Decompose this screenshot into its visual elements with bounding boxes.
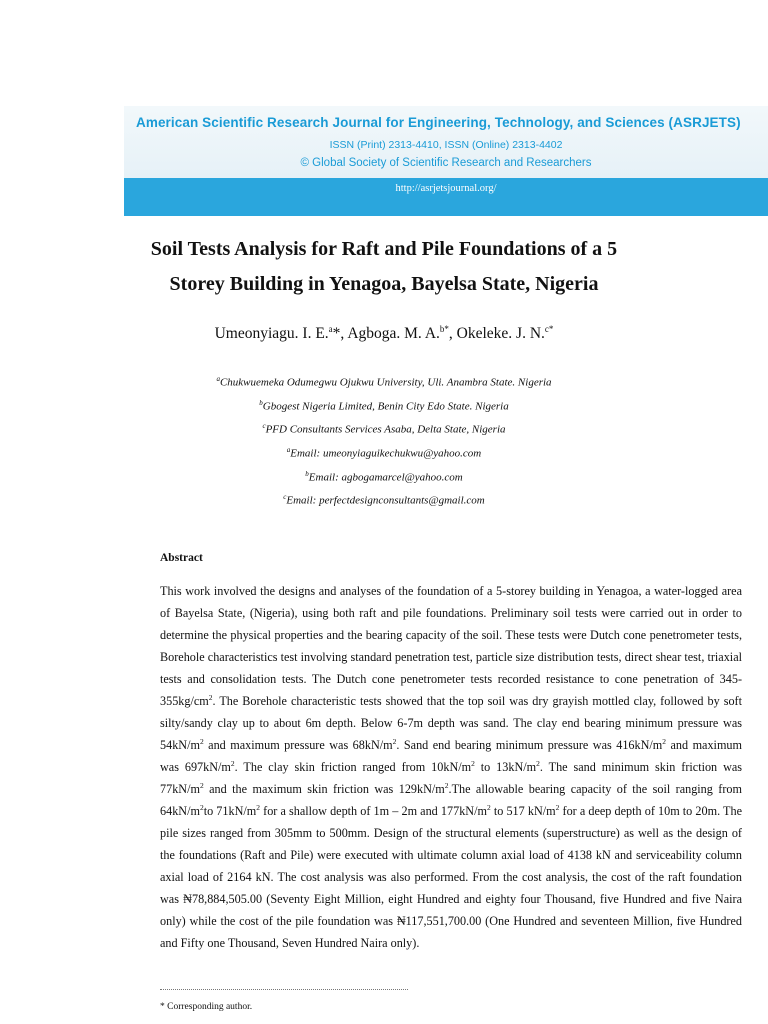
email-sup: a xyxy=(286,445,291,454)
abstract-text-run: to 13kN/m xyxy=(474,760,537,774)
author-2-sup: b* xyxy=(439,324,449,334)
abstract-superscript: 2 xyxy=(392,736,397,746)
abstract-text-run: for a deep depth of 10m to 20m. The pile sizes ranged from 305mm to 500mm. Design of the structural elements (superstructure) as well as the design of the foundations (Raft and Pile) were executed with ultimate column axial load of 4138 kN and serviceability column axial load of 2164 kN. The cost analysis was also performed. From the cost analysis, the cost of the raft foundation was ₦78,884,505.00 (Seventy Eight Million, eight Hundred and eighty four Thousand, five Hundred and five Naira only) while the cost of the pile foundation was ₦117,551,700.00 (One Hundred and seventeen Million, five Hundred and Fifty one Thousand, Seven Hundred Naira only). xyxy=(160,804,742,950)
affiliation-line xyxy=(120,369,648,393)
email-line xyxy=(120,440,648,464)
abstract-text-run: and maximum pressure was 68kN/m xyxy=(203,738,393,752)
email-address[interactable]: Email: perfectdesignconsultants@gmail.com xyxy=(286,494,485,507)
email-line xyxy=(120,464,648,488)
author-1-sup: a xyxy=(328,324,333,334)
abstract-text-run: . The Borehole characteristic tests showed that the top soil was dry grayish mottled clay, followed by soft silty/sandy clay up to about 6m depth. Below 6-7m depth was sand. The clay end bearing minimum pressure was 54kN/m xyxy=(160,694,742,752)
paper-title-line-1: Soil Tests Analysis for Raft and Pile Foundations of a 5 xyxy=(150,238,618,260)
email-line xyxy=(120,487,648,511)
abstract-superscript: 2 xyxy=(471,758,475,768)
author-3-sup: c* xyxy=(544,324,554,334)
affiliation-sup: c xyxy=(262,422,266,431)
affiliation-line xyxy=(120,393,648,417)
abstract-text-run: . Sand end bearing minimum pressure was 416kN/m xyxy=(396,738,663,752)
journal-banner xyxy=(124,106,768,216)
abstract-body xyxy=(160,580,742,954)
author-3-name: Okeleke. J. N. xyxy=(456,325,545,343)
affiliation-sup: a xyxy=(216,375,220,383)
abstract-superscript: 2 xyxy=(444,780,449,790)
affiliation-line xyxy=(120,416,648,440)
email-address[interactable]: Email: umeonyiaguikechukwu@yahoo.com xyxy=(290,447,482,460)
abstract-text-run: to 71kN/m xyxy=(203,804,257,818)
author-1-name: Umeonyiagu. I. E. xyxy=(214,325,329,343)
affiliation-text: PFD Consultants Services Asaba, Delta State, Nigeria xyxy=(265,423,506,436)
paper-title-line-2: Storey Building in Yenagoa, Bayelsa State, Nigeria xyxy=(169,273,599,295)
journal-url[interactable]: http://asrjetsjournal.org/ xyxy=(395,183,497,194)
author-1-suffix: *, xyxy=(332,325,348,343)
email-sup: b xyxy=(305,469,309,478)
abstract-text-run: .The allowable bearing capacity of the soil ranging from 64kN/m xyxy=(160,782,742,818)
abstract-text-run: . The sand minimum skin friction was 77kN/m xyxy=(160,760,743,796)
abstract-text-run: and maximum was 697kN/m xyxy=(160,738,743,774)
footnote-divider xyxy=(160,989,408,990)
abstract-superscript: 2 xyxy=(199,780,204,790)
abstract-superscript: 2 xyxy=(486,802,491,812)
abstract-text-run: for a shallow depth of 1m – 2m and 177kN/m xyxy=(260,804,487,818)
email-address[interactable]: Email: agbogamarcel@yahoo.com xyxy=(308,471,463,484)
abstract-superscript: 2 xyxy=(555,802,560,812)
abstract-superscript: 2 xyxy=(256,802,261,812)
journal-issn: ISSN (Print) 2313-4410, ISSN (Online) 2313-4402 xyxy=(329,139,563,151)
author-2-name: Agboga. M. A. xyxy=(347,325,440,343)
affiliation-text: Chukwuemeka Odumegwu Ojukwu University, Uli. Anambra State. Nigeria xyxy=(219,376,552,389)
abstract-superscript: 2 xyxy=(199,736,204,746)
abstract-superscript: 2 xyxy=(536,758,540,768)
abstract-superscript: 2 xyxy=(662,736,667,746)
affiliation-list xyxy=(120,369,648,511)
abstract-superscript: 2 xyxy=(230,758,235,768)
abstract-text-run: This work involved the designs and analyses of the foundation of a 5-storey building in Yenagoa, a water-logged area of Bayelsa State, (Nigeria), using both raft and pile foundations. Preliminary soil tests were carried out in order to determine the physical properties and the bearing capacity of the soil. These tests were Dutch cone penetrometer tests, Borehole characteristics test involving standard penetration test, particle size distribution tests, direct shear test, triaxial tests and consolidation tests. The Dutch cone penetrometer tests recorded resistance to cone penetration of 345-355kg/cm xyxy=(160,584,742,708)
affiliation-sup: b xyxy=(259,398,263,407)
affiliation-text: Gbogest Nigeria Limited, Benin City Edo State. Nigeria xyxy=(262,400,509,413)
author-2-suffix: , xyxy=(448,325,457,343)
abstract-text-run: to 517 kN/m xyxy=(490,804,556,818)
email-sup: c xyxy=(283,493,287,502)
journal-society: © Global Society of Scientific Research and Researchers xyxy=(300,157,592,169)
abstract-text-run: . The clay skin friction ranged from 10kN/m xyxy=(234,760,472,774)
abstract-text-run: and the maximum skin friction was 129kN/m xyxy=(203,782,445,796)
paper-title xyxy=(120,232,648,302)
abstract-superscript: 2 xyxy=(199,802,204,812)
journal-name: American Scientific Research Journal for Engineering, Technology, and Sciences (ASRJETS) xyxy=(136,115,741,130)
abstract-heading: Abstract xyxy=(160,552,203,564)
author-list xyxy=(120,324,648,343)
corresponding-author-footnote: * Corresponding author. xyxy=(160,1002,253,1012)
abstract-superscript: 2 xyxy=(208,692,213,702)
